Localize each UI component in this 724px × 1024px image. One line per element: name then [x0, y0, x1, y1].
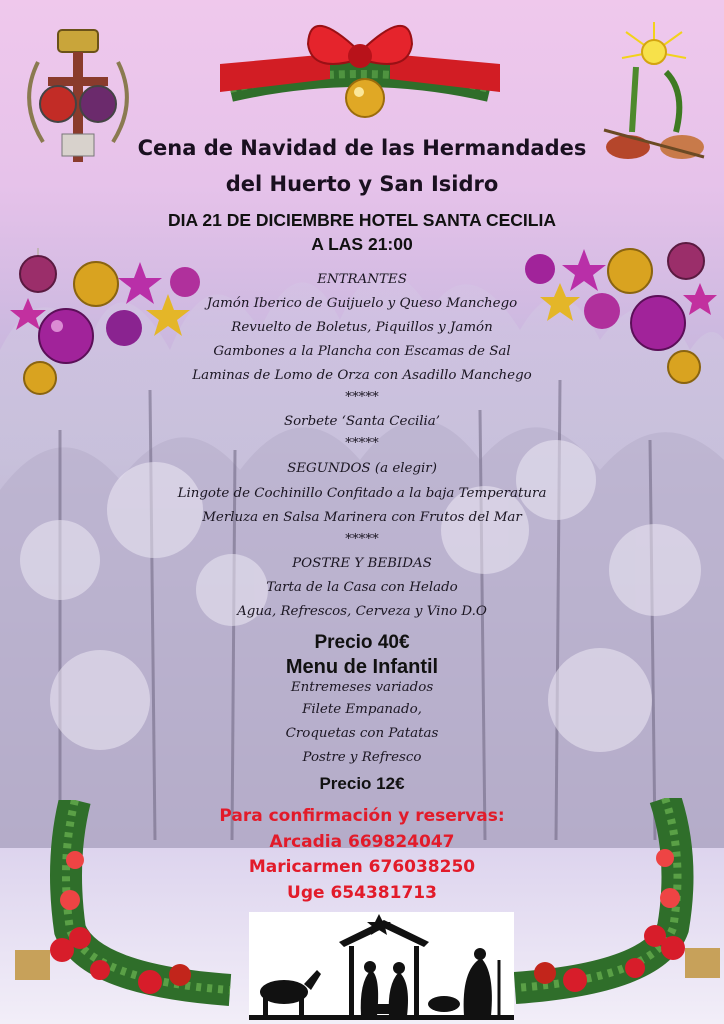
sorbete-item: Sorbete ‘Santa Cecilia’	[283, 414, 441, 429]
menu-price: Precio 40€	[314, 632, 410, 653]
menu-separator: *****	[345, 436, 379, 451]
contact-person: Uge 654381713	[287, 883, 437, 903]
kids-menu-heading: Menu de Infantil	[285, 656, 439, 678]
entrante-item: Jamón Iberico de Guijuelo y Queso Manchego	[206, 296, 518, 311]
title-line-2: del Huerto y San Isidro	[225, 172, 499, 196]
nativity-silhouette-icon	[249, 912, 514, 1020]
postre-item: Agua, Refrescos, Cerveza y Vino D.O	[237, 604, 487, 619]
holly-garland-right	[505, 798, 724, 1013]
segundo-item: Merluza en Salsa Marinera con Frutos del Mar	[202, 510, 522, 525]
entrante-item: Laminas de Lomo de Orza con Asadillo Manchego	[192, 368, 532, 383]
segundos-heading: SEGUNDOS (a elegir)	[287, 461, 437, 476]
nativity-scene-panel	[249, 912, 514, 1020]
event-time: A LAS 21:00	[311, 234, 413, 254]
contact-person: Arcadia 669824047	[269, 832, 455, 852]
kids-menu-item: Postre y Refresco	[302, 750, 422, 765]
entrante-item: Revuelto de Boletus, Piquillos y Jamón	[231, 320, 493, 335]
title-line-1: Cena de Navidad de las Hermandades	[137, 136, 587, 160]
event-date-place: DIA 21 DE DICIEMBRE HOTEL SANTA CECILIA	[168, 210, 556, 230]
contact-heading: Para confirmación y reservas:	[219, 806, 505, 826]
christmas-bow-garland	[220, 4, 500, 122]
ornaments-right-decoration	[518, 235, 718, 390]
entrantes-heading: ENTRANTES	[317, 272, 407, 287]
menu-separator: *****	[345, 532, 379, 547]
entrante-item: Gambones a la Plancha con Escamas de Sal	[213, 344, 511, 359]
postre-heading: POSTRE Y BEBIDAS	[292, 556, 432, 571]
segundo-item: Lingote de Cochinillo Confitado a la baja Temperatura	[177, 486, 547, 501]
kids-menu-item: Filete Empanado,	[302, 702, 422, 717]
kids-menu-item: Croquetas con Patatas	[285, 726, 439, 741]
postre-item: Tarta de la Casa con Helado	[266, 580, 458, 595]
menu-separator: *****	[345, 390, 379, 405]
contact-person: Maricarmen 676038250	[248, 857, 476, 877]
kids-menu-price: Precio 12€	[319, 774, 405, 793]
kids-menu-item: Entremeses variados	[290, 680, 434, 695]
